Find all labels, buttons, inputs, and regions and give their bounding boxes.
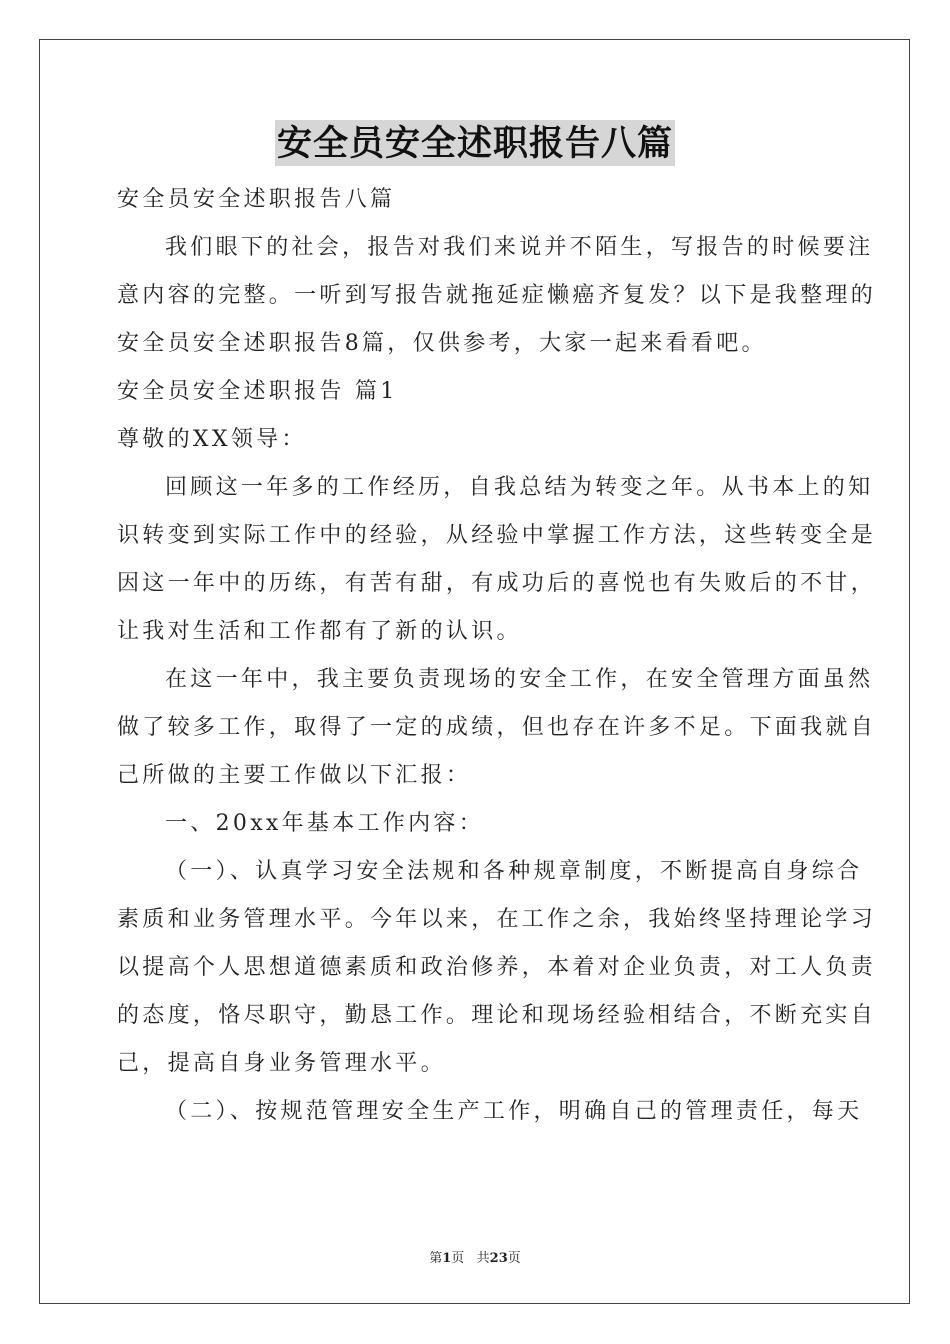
paragraph-line: 意内容的完整。一听到写报告就拖延症懒癌齐复发？以下是我整理的 xyxy=(117,283,877,308)
paragraph-line: 己所做的主要工作做以下汇报： xyxy=(117,763,472,788)
salutation-line: 尊敬的XX领导： xyxy=(117,427,307,452)
list-heading: 一、20xx年基本工作内容： xyxy=(165,811,485,836)
paragraph-line: 我们眼下的社会，报告对我们来说并不陌生，写报告的时候要注 xyxy=(165,235,874,260)
paragraph-line: 己，提高自身业务管理水平。 xyxy=(117,1051,446,1076)
page-footer xyxy=(0,1247,950,1266)
subtitle-line: 安全员安全述职报告八篇 xyxy=(117,187,396,212)
section-heading: 安全员安全述职报告 篇1 xyxy=(117,379,398,404)
paragraph-line: 识转变到实际工作中的经验，从经验中掌握工作方法，这些转变全是 xyxy=(117,523,877,548)
footer-page-suffix: 页 xyxy=(507,1251,521,1266)
title-text: 安全员安全述职报告八篇 xyxy=(275,120,675,166)
footer-page-mid: 页 共 xyxy=(451,1251,490,1266)
paragraph-line: （一）、认真学习安全法规和各种规章制度，不断提高自身综合 xyxy=(165,859,863,884)
document-body xyxy=(117,176,877,1136)
paragraph-line: 以提高个人思想道德素质和政治修养，本着对企业负责，对工人负责 xyxy=(117,955,877,980)
paragraph-line: 的态度，恪尽职守，勤恳工作。理论和现场经验相结合，不断充实自 xyxy=(117,1003,877,1028)
paragraph-line: 让我对生活和工作都有了新的认识。 xyxy=(117,619,522,644)
paragraph-line: 在这一年中，我主要负责现场的安全工作，在安全管理方面虽然 xyxy=(165,667,874,692)
paragraph-line: 因这一年中的历练，有苦有甜，有成功后的喜悦也有失败后的不甘， xyxy=(117,571,877,596)
paragraph-line: 安全员安全述职报告8篇，仅供参考，大家一起来看看吧。 xyxy=(117,331,767,356)
footer-page-number: 1 xyxy=(442,1251,452,1266)
paragraph-line: （二）、按规范管理安全生产工作，明确自己的管理责任，每天 xyxy=(165,1099,863,1124)
paragraph-line: 素质和业务管理水平。今年以来，在工作之余，我始终坚持理论学习 xyxy=(117,907,877,932)
footer-page-prefix: 第 xyxy=(429,1251,443,1266)
document-title xyxy=(0,120,950,166)
footer-total-pages: 23 xyxy=(489,1251,508,1266)
paragraph-line: 回顾这一年多的工作经历，自我总结为转变之年。从书本上的知 xyxy=(165,475,874,500)
paragraph-line: 做了较多工作，取得了一定的成绩，但也存在许多不足。下面我就自 xyxy=(117,715,877,740)
